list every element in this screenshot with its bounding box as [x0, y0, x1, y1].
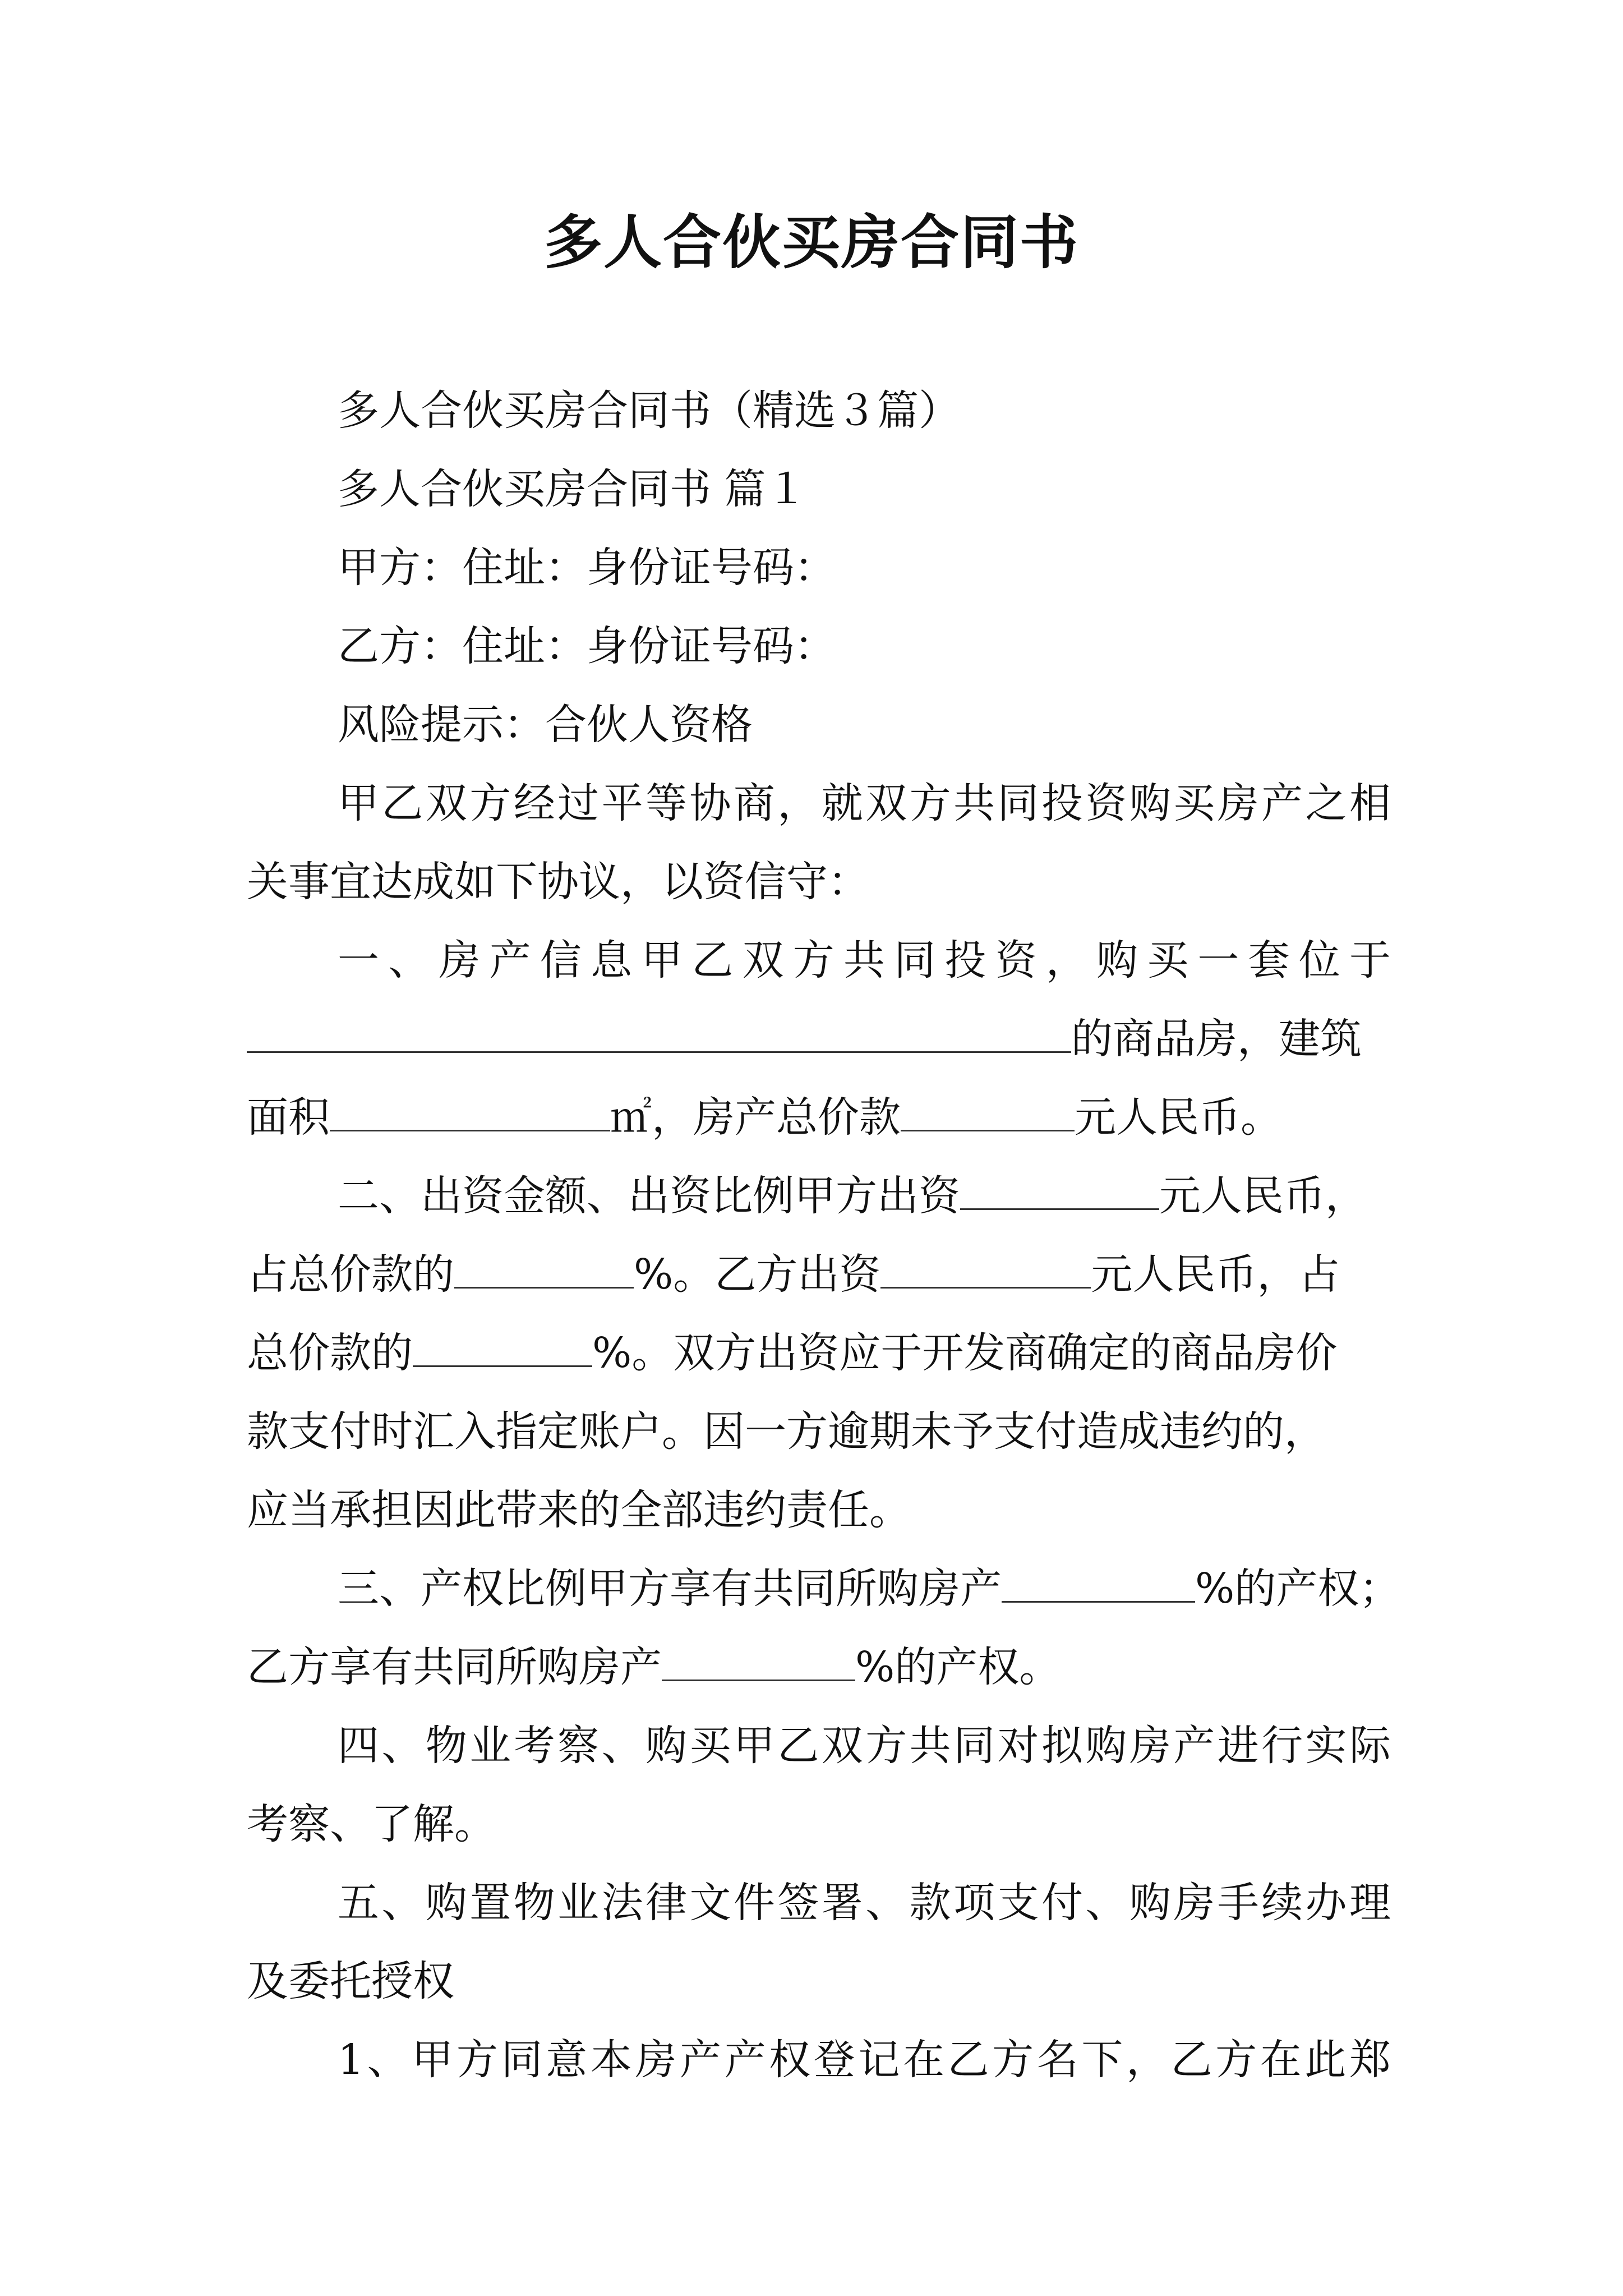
- clause5-line-1: 五、购置物业法律文件签署、款项支付、购房手续办理: [338, 1879, 1391, 1927]
- area-blank: [330, 1089, 610, 1131]
- b-share-blank: [413, 1325, 592, 1367]
- clause1-price-label: ㎡，房产总价款: [610, 1093, 901, 1142]
- clause3-line-1: [338, 1561, 1401, 1617]
- clause2-line-5: 应当承担因此带来的全部违约责任。: [247, 1486, 911, 1534]
- clause3-a-suffix: %的产权；: [1195, 1565, 1401, 1613]
- clause2-a-share-label: 占总价款的: [247, 1250, 454, 1299]
- clause1-line-1: 一、房产信息甲乙双方共同投资，购买一套位于: [338, 936, 1391, 984]
- clause2-line-4: 款支付时汇入指定账户。因一方逾期未予支付造成违约的，: [247, 1407, 1326, 1456]
- risk-note: 风险提示：合伙人资格: [338, 701, 753, 749]
- clause2-a-currency: 元人民币，: [1159, 1172, 1367, 1220]
- clause4-line-2: 考察、了解。: [247, 1800, 496, 1848]
- intro-line-2: 关事宜达成如下协议，以资信守：: [247, 858, 869, 906]
- b-contribution-blank: [880, 1246, 1091, 1289]
- clause2-b-contribution-label: %。乙方出资: [634, 1250, 881, 1299]
- clause2-b-currency: 元人民币，占: [1091, 1250, 1340, 1299]
- party-b-line: 乙方：住址：身份证号码：: [338, 622, 836, 670]
- clause2-line-3: [247, 1325, 1391, 1381]
- a-ownership-blank: [1002, 1561, 1195, 1603]
- clause1-currency: 元人民币。: [1075, 1093, 1282, 1142]
- clause2-b-share-label: 总价款的: [247, 1329, 413, 1377]
- clause4-line-1: 四、物业考察、购买甲乙双方共同对拟购房产进行实际: [338, 1722, 1391, 1770]
- price-blank: [901, 1089, 1075, 1131]
- document-subtitle: 多人合伙买房合同书（精选３篇）: [338, 386, 960, 435]
- clause1-line-2: [247, 1011, 1391, 1067]
- b-ownership-blank: [662, 1639, 855, 1681]
- a-contribution-blank: [960, 1168, 1159, 1210]
- party-a-line: 甲方：住址：身份证号码：: [338, 544, 836, 592]
- clause3-a-label: 三、产权比例甲方享有共同所购房产: [338, 1565, 1002, 1613]
- clause1-line-2-text: 的商品房，建筑: [1071, 1015, 1362, 1063]
- clause2-line-2: [247, 1246, 1391, 1303]
- clause2-deposit-text: %。双方出资应于开发商确定的商品房价: [592, 1329, 1338, 1377]
- clause5-line-2: 及委托授权: [247, 1957, 454, 2005]
- document-title: 多人合伙买房合同书: [543, 208, 1079, 277]
- clause1-area-label: 面积: [247, 1093, 330, 1142]
- item1-line-1: 1、甲方同意本房产产权登记在乙方名下，乙方在此郑: [338, 2036, 1391, 2084]
- clause3-b-label: 乙方享有共同所购房产: [247, 1643, 662, 1691]
- clause3-line-2: [247, 1639, 1391, 1695]
- clause1-line-3: [247, 1089, 1391, 1145]
- clause2-line-1: [338, 1168, 1391, 1224]
- location-blank: [247, 1011, 1071, 1053]
- clause3-b-suffix: %的产权。: [855, 1643, 1061, 1691]
- intro-line-1: 甲乙双方经过平等协商，就双方共同投资购买房产之相: [338, 779, 1391, 827]
- clause2-a-contribution-label: 二、出资金额、出资比例甲方出资: [338, 1172, 960, 1220]
- a-share-blank: [454, 1246, 634, 1289]
- section-heading: 多人合伙买房合同书 篇１: [338, 465, 808, 513]
